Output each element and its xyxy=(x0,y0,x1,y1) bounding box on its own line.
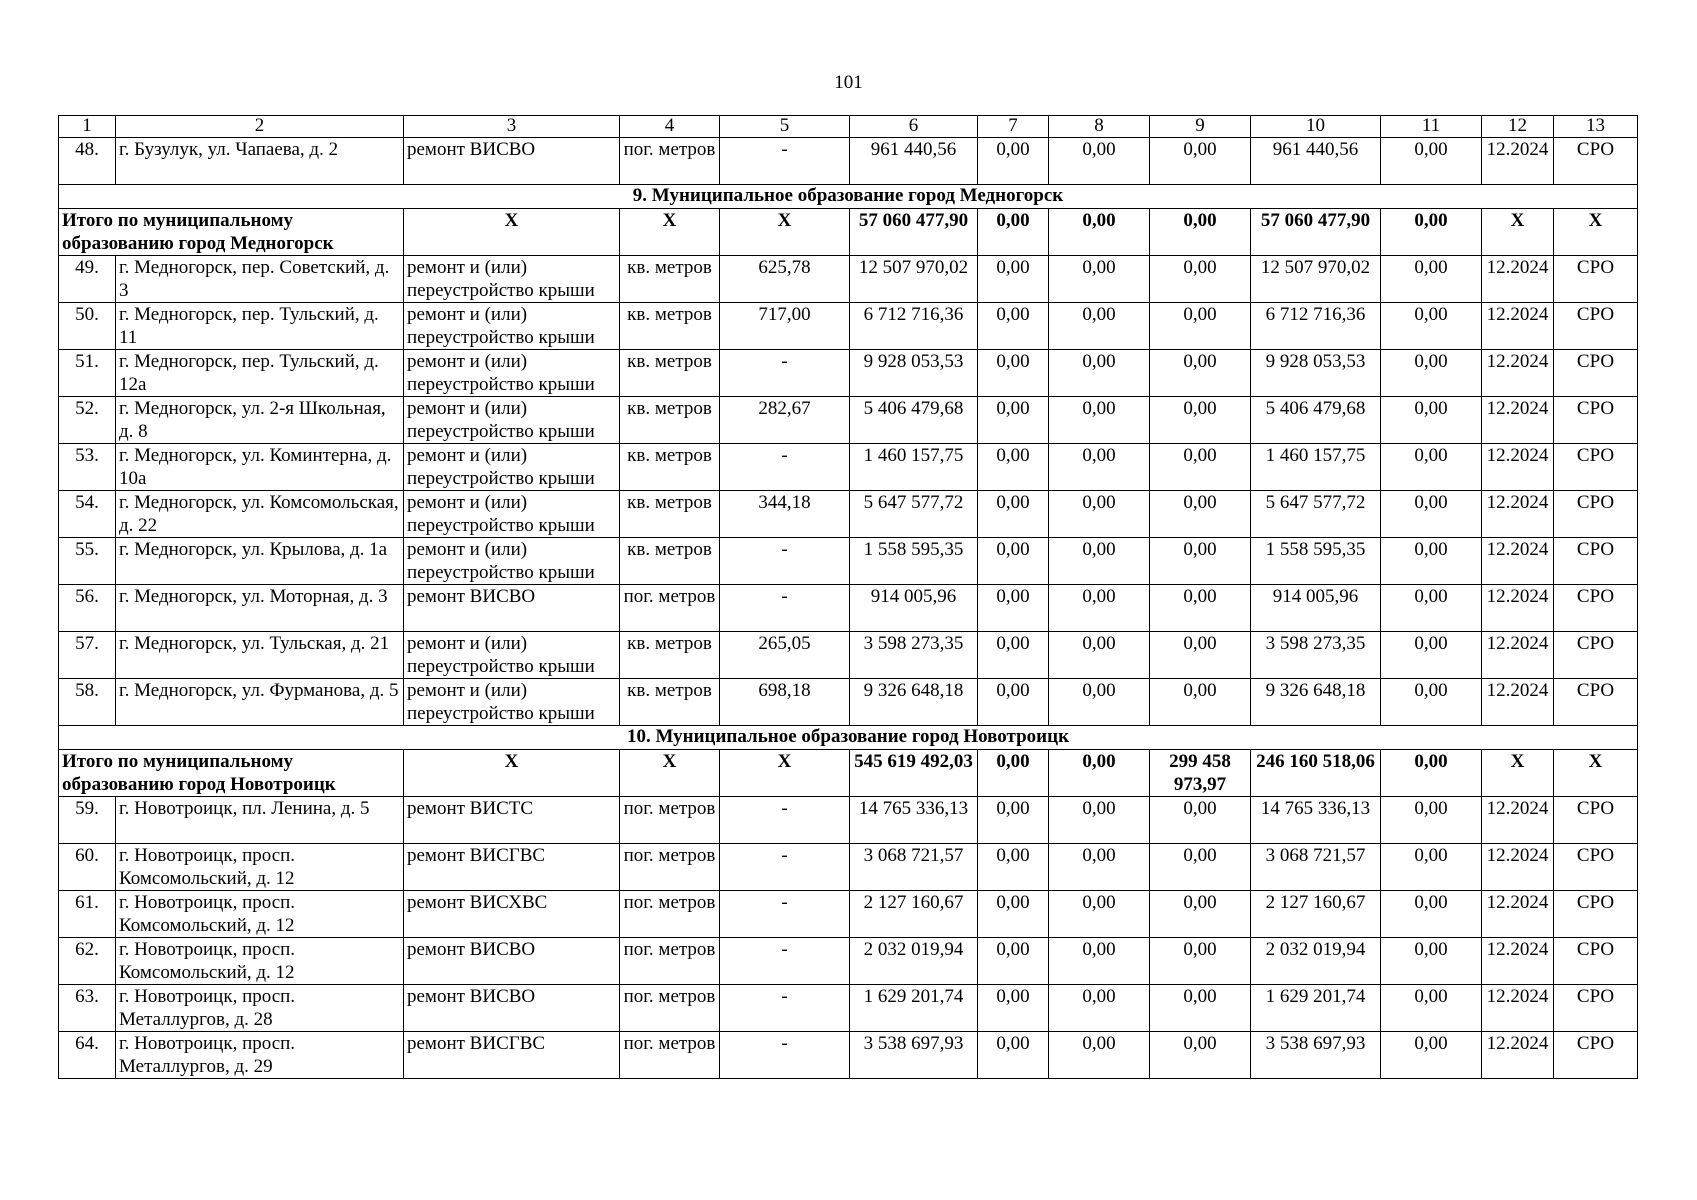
section-title: 9. Муниципальное образование город Медногорск xyxy=(59,185,1638,209)
c9-cell: 0,00 xyxy=(1150,797,1251,844)
c10-cell: 2 032 019,94 xyxy=(1251,938,1381,985)
section-title-row xyxy=(59,185,1638,209)
c6-cell: 2 127 160,67 xyxy=(850,891,978,938)
total-c13-cell: Х xyxy=(1554,209,1638,256)
c7-cell: 0,00 xyxy=(978,585,1049,632)
quantity-cell: 344,18 xyxy=(720,491,850,538)
c6-cell: 1 558 595,35 xyxy=(850,538,978,585)
total-work-cell: Х xyxy=(404,750,620,797)
c10-cell: 12 507 970,02 xyxy=(1251,256,1381,303)
c11-cell: 0,00 xyxy=(1381,1032,1482,1079)
unit-cell: пог. метров xyxy=(620,938,720,985)
c10-cell: 9 326 648,18 xyxy=(1251,679,1381,726)
c6-cell: 3 538 697,93 xyxy=(850,1032,978,1079)
c9-cell: 0,00 xyxy=(1150,1032,1251,1079)
c12-cell: 12.2024 xyxy=(1482,585,1554,632)
table-row xyxy=(59,844,1638,891)
row-number-cell: 53. xyxy=(59,444,116,491)
c8-cell: 0,00 xyxy=(1049,585,1150,632)
table-row xyxy=(59,138,1638,185)
c12-cell: 12.2024 xyxy=(1482,632,1554,679)
quantity-cell: - xyxy=(720,538,850,585)
unit-cell: кв. метров xyxy=(620,679,720,726)
register-table xyxy=(58,115,1638,1079)
row-number-cell: 51. xyxy=(59,350,116,397)
c11-cell: 0,00 xyxy=(1381,138,1482,185)
c6-cell: 2 032 019,94 xyxy=(850,938,978,985)
c12-cell: 12.2024 xyxy=(1482,985,1554,1032)
work-type-cell: ремонт и (или) переустройство крыши xyxy=(404,350,620,397)
c12-cell: 12.2024 xyxy=(1482,303,1554,350)
work-type-cell: ремонт ВИСВО xyxy=(404,938,620,985)
quantity-cell: - xyxy=(720,891,850,938)
table-row xyxy=(59,303,1638,350)
section-total-row xyxy=(59,209,1638,256)
c9-cell: 0,00 xyxy=(1150,350,1251,397)
column-number-header: 12 xyxy=(1482,116,1554,138)
c10-cell: 3 538 697,93 xyxy=(1251,1032,1381,1079)
row-number-cell: 52. xyxy=(59,397,116,444)
row-number-cell: 57. xyxy=(59,632,116,679)
c10-cell: 914 005,96 xyxy=(1251,585,1381,632)
unit-cell: кв. метров xyxy=(620,256,720,303)
section-title: 10. Муниципальное образование город Новотроицк xyxy=(59,726,1638,750)
c13-cell: СРО xyxy=(1554,397,1638,444)
total-c10-cell: 246 160 518,06 xyxy=(1251,750,1381,797)
c9-cell: 0,00 xyxy=(1150,632,1251,679)
c8-cell: 0,00 xyxy=(1049,350,1150,397)
quantity-cell: 717,00 xyxy=(720,303,850,350)
total-qty-cell: Х xyxy=(720,209,850,256)
c8-cell: 0,00 xyxy=(1049,679,1150,726)
c8-cell: 0,00 xyxy=(1049,938,1150,985)
work-type-cell: ремонт и (или) переустройство крыши xyxy=(404,303,620,350)
work-type-cell: ремонт и (или) переустройство крыши xyxy=(404,538,620,585)
row-number-cell: 60. xyxy=(59,844,116,891)
work-type-cell: ремонт ВИСТС xyxy=(404,797,620,844)
c12-cell: 12.2024 xyxy=(1482,1032,1554,1079)
unit-cell: пог. метров xyxy=(620,585,720,632)
work-type-cell: ремонт и (или) переустройство крыши xyxy=(404,491,620,538)
unit-cell: пог. метров xyxy=(620,797,720,844)
c7-cell: 0,00 xyxy=(978,444,1049,491)
c6-cell: 1 460 157,75 xyxy=(850,444,978,491)
total-c10-cell: 57 060 477,90 xyxy=(1251,209,1381,256)
total-c8-cell: 0,00 xyxy=(1049,209,1150,256)
section-total-row xyxy=(59,750,1638,797)
quantity-cell: - xyxy=(720,844,850,891)
c6-cell: 961 440,56 xyxy=(850,138,978,185)
c12-cell: 12.2024 xyxy=(1482,138,1554,185)
c10-cell: 6 712 716,36 xyxy=(1251,303,1381,350)
total-c12-cell: Х xyxy=(1482,209,1554,256)
c12-cell: 12.2024 xyxy=(1482,350,1554,397)
c7-cell: 0,00 xyxy=(978,538,1049,585)
table-row xyxy=(59,679,1638,726)
c9-cell: 0,00 xyxy=(1150,938,1251,985)
c6-cell: 14 765 336,13 xyxy=(850,797,978,844)
total-c8-cell: 0,00 xyxy=(1049,750,1150,797)
c13-cell: СРО xyxy=(1554,985,1638,1032)
total-work-cell: Х xyxy=(404,209,620,256)
c8-cell: 0,00 xyxy=(1049,538,1150,585)
c10-cell: 1 558 595,35 xyxy=(1251,538,1381,585)
c9-cell: 0,00 xyxy=(1150,138,1251,185)
c12-cell: 12.2024 xyxy=(1482,938,1554,985)
table-row xyxy=(59,491,1638,538)
c11-cell: 0,00 xyxy=(1381,303,1482,350)
unit-cell: кв. метров xyxy=(620,350,720,397)
column-number-header: 6 xyxy=(850,116,978,138)
c9-cell: 0,00 xyxy=(1150,444,1251,491)
quantity-cell: - xyxy=(720,985,850,1032)
c13-cell: СРО xyxy=(1554,844,1638,891)
table-row xyxy=(59,256,1638,303)
c7-cell: 0,00 xyxy=(978,985,1049,1032)
address-cell: г. Новотроицк, просп. Комсомольский, д. 12 xyxy=(116,891,404,938)
work-type-cell: ремонт ВИСГВС xyxy=(404,1032,620,1079)
quantity-cell: - xyxy=(720,138,850,185)
c11-cell: 0,00 xyxy=(1381,256,1482,303)
c7-cell: 0,00 xyxy=(978,491,1049,538)
unit-cell: пог. метров xyxy=(620,138,720,185)
total-label: Итого по муниципальному образованию город Новотроицк xyxy=(59,750,404,797)
table-row xyxy=(59,797,1638,844)
work-type-cell: ремонт и (или) переустройство крыши xyxy=(404,444,620,491)
c7-cell: 0,00 xyxy=(978,397,1049,444)
column-number-header: 1 xyxy=(59,116,116,138)
address-cell: г. Новотроицк, пл. Ленина, д. 5 xyxy=(116,797,404,844)
c11-cell: 0,00 xyxy=(1381,538,1482,585)
column-number-header: 7 xyxy=(978,116,1049,138)
c12-cell: 12.2024 xyxy=(1482,444,1554,491)
address-cell: г. Новотроицк, просп. Комсомольский, д. 12 xyxy=(116,938,404,985)
c9-cell: 0,00 xyxy=(1150,679,1251,726)
address-cell: г. Медногорск, ул. Комсомольская, д. 22 xyxy=(116,491,404,538)
c13-cell: СРО xyxy=(1554,938,1638,985)
unit-cell: кв. метров xyxy=(620,632,720,679)
row-number-cell: 54. xyxy=(59,491,116,538)
total-unit-cell: Х xyxy=(620,209,720,256)
c13-cell: СРО xyxy=(1554,444,1638,491)
c8-cell: 0,00 xyxy=(1049,256,1150,303)
table-row xyxy=(59,350,1638,397)
column-number-row xyxy=(59,116,1638,138)
row-number-cell: 49. xyxy=(59,256,116,303)
address-cell: г. Медногорск, ул. Тульская, д. 21 xyxy=(116,632,404,679)
c7-cell: 0,00 xyxy=(978,632,1049,679)
work-type-cell: ремонт ВИСВО xyxy=(404,585,620,632)
c7-cell: 0,00 xyxy=(978,938,1049,985)
c13-cell: СРО xyxy=(1554,679,1638,726)
c6-cell: 9 928 053,53 xyxy=(850,350,978,397)
c10-cell: 1 629 201,74 xyxy=(1251,985,1381,1032)
unit-cell: кв. метров xyxy=(620,397,720,444)
address-cell: г. Медногорск, ул. Крылова, д. 1а xyxy=(116,538,404,585)
address-cell: г. Медногорск, пер. Тульский, д. 11 xyxy=(116,303,404,350)
row-number-cell: 50. xyxy=(59,303,116,350)
quantity-cell: 265,05 xyxy=(720,632,850,679)
c10-cell: 5 647 577,72 xyxy=(1251,491,1381,538)
c6-cell: 3 068 721,57 xyxy=(850,844,978,891)
c8-cell: 0,00 xyxy=(1049,844,1150,891)
address-cell: г. Новотроицк, просп. Комсомольский, д. 12 xyxy=(116,844,404,891)
c11-cell: 0,00 xyxy=(1381,679,1482,726)
c8-cell: 0,00 xyxy=(1049,444,1150,491)
c8-cell: 0,00 xyxy=(1049,491,1150,538)
row-number-cell: 59. xyxy=(59,797,116,844)
column-number-header: 3 xyxy=(404,116,620,138)
table-row xyxy=(59,397,1638,444)
c11-cell: 0,00 xyxy=(1381,938,1482,985)
c7-cell: 0,00 xyxy=(978,679,1049,726)
c10-cell: 1 460 157,75 xyxy=(1251,444,1381,491)
c6-cell: 914 005,96 xyxy=(850,585,978,632)
c11-cell: 0,00 xyxy=(1381,444,1482,491)
address-cell: г. Медногорск, ул. 2-я Школьная, д. 8 xyxy=(116,397,404,444)
table-row xyxy=(59,444,1638,491)
table-body xyxy=(59,116,1638,1079)
row-number-cell: 58. xyxy=(59,679,116,726)
c6-cell: 12 507 970,02 xyxy=(850,256,978,303)
unit-cell: пог. метров xyxy=(620,1032,720,1079)
c12-cell: 12.2024 xyxy=(1482,679,1554,726)
c8-cell: 0,00 xyxy=(1049,397,1150,444)
row-number-cell: 64. xyxy=(59,1032,116,1079)
unit-cell: кв. метров xyxy=(620,303,720,350)
c13-cell: СРО xyxy=(1554,538,1638,585)
row-number-cell: 48. xyxy=(59,138,116,185)
c10-cell: 3 068 721,57 xyxy=(1251,844,1381,891)
c7-cell: 0,00 xyxy=(978,891,1049,938)
c9-cell: 0,00 xyxy=(1150,491,1251,538)
c9-cell: 0,00 xyxy=(1150,303,1251,350)
quantity-cell: - xyxy=(720,1032,850,1079)
total-c11-cell: 0,00 xyxy=(1381,209,1482,256)
section-title-row xyxy=(59,726,1638,750)
column-number-header: 10 xyxy=(1251,116,1381,138)
c7-cell: 0,00 xyxy=(978,303,1049,350)
c8-cell: 0,00 xyxy=(1049,891,1150,938)
column-number-header: 4 xyxy=(620,116,720,138)
c6-cell: 9 326 648,18 xyxy=(850,679,978,726)
c10-cell: 5 406 479,68 xyxy=(1251,397,1381,444)
column-number-header: 11 xyxy=(1381,116,1482,138)
total-c11-cell: 0,00 xyxy=(1381,750,1482,797)
c7-cell: 0,00 xyxy=(978,1032,1049,1079)
total-c7-cell: 0,00 xyxy=(978,209,1049,256)
c13-cell: СРО xyxy=(1554,1032,1638,1079)
c11-cell: 0,00 xyxy=(1381,350,1482,397)
c9-cell: 0,00 xyxy=(1150,891,1251,938)
c8-cell: 0,00 xyxy=(1049,797,1150,844)
work-type-cell: ремонт ВИСХВС xyxy=(404,891,620,938)
c6-cell: 5 406 479,68 xyxy=(850,397,978,444)
c13-cell: СРО xyxy=(1554,491,1638,538)
c11-cell: 0,00 xyxy=(1381,632,1482,679)
work-type-cell: ремонт ВИСВО xyxy=(404,138,620,185)
c7-cell: 0,00 xyxy=(978,138,1049,185)
work-type-cell: ремонт ВИСГВС xyxy=(404,844,620,891)
c7-cell: 0,00 xyxy=(978,797,1049,844)
total-c6-cell: 57 060 477,90 xyxy=(850,209,978,256)
c12-cell: 12.2024 xyxy=(1482,797,1554,844)
quantity-cell: - xyxy=(720,350,850,397)
c11-cell: 0,00 xyxy=(1381,491,1482,538)
unit-cell: пог. метров xyxy=(620,844,720,891)
unit-cell: пог. метров xyxy=(620,891,720,938)
c10-cell: 9 928 053,53 xyxy=(1251,350,1381,397)
c13-cell: СРО xyxy=(1554,891,1638,938)
c12-cell: 12.2024 xyxy=(1482,256,1554,303)
table-row xyxy=(59,538,1638,585)
column-number-header: 5 xyxy=(720,116,850,138)
c13-cell: СРО xyxy=(1554,138,1638,185)
table-row xyxy=(59,1032,1638,1079)
c11-cell: 0,00 xyxy=(1381,797,1482,844)
c6-cell: 5 647 577,72 xyxy=(850,491,978,538)
c13-cell: СРО xyxy=(1554,350,1638,397)
address-cell: г. Бузулук, ул. Чапаева, д. 2 xyxy=(116,138,404,185)
table-row xyxy=(59,938,1638,985)
work-type-cell: ремонт ВИСВО xyxy=(404,985,620,1032)
row-number-cell: 55. xyxy=(59,538,116,585)
address-cell: г. Медногорск, ул. Коминтерна, д. 10а xyxy=(116,444,404,491)
address-cell: г. Медногорск, ул. Моторная, д. 3 xyxy=(116,585,404,632)
total-c6-cell: 545 619 492,03 xyxy=(850,750,978,797)
page-number: 101 xyxy=(834,72,863,93)
c8-cell: 0,00 xyxy=(1049,1032,1150,1079)
c13-cell: СРО xyxy=(1554,797,1638,844)
quantity-cell: 625,78 xyxy=(720,256,850,303)
c8-cell: 0,00 xyxy=(1049,632,1150,679)
unit-cell: кв. метров xyxy=(620,491,720,538)
c10-cell: 3 598 273,35 xyxy=(1251,632,1381,679)
c13-cell: СРО xyxy=(1554,632,1638,679)
work-type-cell: ремонт и (или) переустройство крыши xyxy=(404,256,620,303)
address-cell: г. Медногорск, пер. Советский, д. 3 xyxy=(116,256,404,303)
c6-cell: 3 598 273,35 xyxy=(850,632,978,679)
c12-cell: 12.2024 xyxy=(1482,491,1554,538)
c9-cell: 0,00 xyxy=(1150,985,1251,1032)
table-row xyxy=(59,585,1638,632)
c10-cell: 2 127 160,67 xyxy=(1251,891,1381,938)
c11-cell: 0,00 xyxy=(1381,985,1482,1032)
unit-cell: пог. метров xyxy=(620,985,720,1032)
c12-cell: 12.2024 xyxy=(1482,538,1554,585)
table-row xyxy=(59,985,1638,1032)
c7-cell: 0,00 xyxy=(978,350,1049,397)
c9-cell: 0,00 xyxy=(1150,585,1251,632)
address-cell: г. Медногорск, пер. Тульский, д. 12а xyxy=(116,350,404,397)
c12-cell: 12.2024 xyxy=(1482,397,1554,444)
c10-cell: 961 440,56 xyxy=(1251,138,1381,185)
c6-cell: 1 629 201,74 xyxy=(850,985,978,1032)
unit-cell: кв. метров xyxy=(620,444,720,491)
total-c9-cell: 299 458 973,97 xyxy=(1150,750,1251,797)
row-number-cell: 63. xyxy=(59,985,116,1032)
quantity-cell: - xyxy=(720,938,850,985)
c9-cell: 0,00 xyxy=(1150,256,1251,303)
total-c13-cell: Х xyxy=(1554,750,1638,797)
unit-cell: кв. метров xyxy=(620,538,720,585)
c7-cell: 0,00 xyxy=(978,844,1049,891)
c13-cell: СРО xyxy=(1554,585,1638,632)
c9-cell: 0,00 xyxy=(1150,397,1251,444)
c10-cell: 14 765 336,13 xyxy=(1251,797,1381,844)
work-type-cell: ремонт и (или) переустройство крыши xyxy=(404,397,620,444)
work-type-cell: ремонт и (или) переустройство крыши xyxy=(404,632,620,679)
quantity-cell: - xyxy=(720,585,850,632)
total-qty-cell: Х xyxy=(720,750,850,797)
c13-cell: СРО xyxy=(1554,256,1638,303)
quantity-cell: 698,18 xyxy=(720,679,850,726)
total-unit-cell: Х xyxy=(620,750,720,797)
table-row xyxy=(59,891,1638,938)
column-number-header: 8 xyxy=(1049,116,1150,138)
quantity-cell: 282,67 xyxy=(720,397,850,444)
quantity-cell: - xyxy=(720,444,850,491)
column-number-header: 2 xyxy=(116,116,404,138)
c8-cell: 0,00 xyxy=(1049,303,1150,350)
row-number-cell: 62. xyxy=(59,938,116,985)
work-type-cell: ремонт и (или) переустройство крыши xyxy=(404,679,620,726)
address-cell: г. Новотроицк, просп. Металлургов, д. 29 xyxy=(116,1032,404,1079)
table-row xyxy=(59,632,1638,679)
c13-cell: СРО xyxy=(1554,303,1638,350)
c6-cell: 6 712 716,36 xyxy=(850,303,978,350)
c8-cell: 0,00 xyxy=(1049,138,1150,185)
c7-cell: 0,00 xyxy=(978,256,1049,303)
c11-cell: 0,00 xyxy=(1381,585,1482,632)
total-label: Итого по муниципальному образованию город Медногорск xyxy=(59,209,404,256)
c11-cell: 0,00 xyxy=(1381,844,1482,891)
row-number-cell: 56. xyxy=(59,585,116,632)
address-cell: г. Новотроицк, просп. Металлургов, д. 28 xyxy=(116,985,404,1032)
c8-cell: 0,00 xyxy=(1049,985,1150,1032)
c11-cell: 0,00 xyxy=(1381,397,1482,444)
total-c12-cell: Х xyxy=(1482,750,1554,797)
total-c7-cell: 0,00 xyxy=(978,750,1049,797)
row-number-cell: 61. xyxy=(59,891,116,938)
quantity-cell: - xyxy=(720,797,850,844)
c12-cell: 12.2024 xyxy=(1482,891,1554,938)
c9-cell: 0,00 xyxy=(1150,538,1251,585)
total-c9-cell: 0,00 xyxy=(1150,209,1251,256)
column-number-header: 9 xyxy=(1150,116,1251,138)
c9-cell: 0,00 xyxy=(1150,844,1251,891)
address-cell: г. Медногорск, ул. Фурманова, д. 5 xyxy=(116,679,404,726)
c12-cell: 12.2024 xyxy=(1482,844,1554,891)
c11-cell: 0,00 xyxy=(1381,891,1482,938)
column-number-header: 13 xyxy=(1554,116,1638,138)
